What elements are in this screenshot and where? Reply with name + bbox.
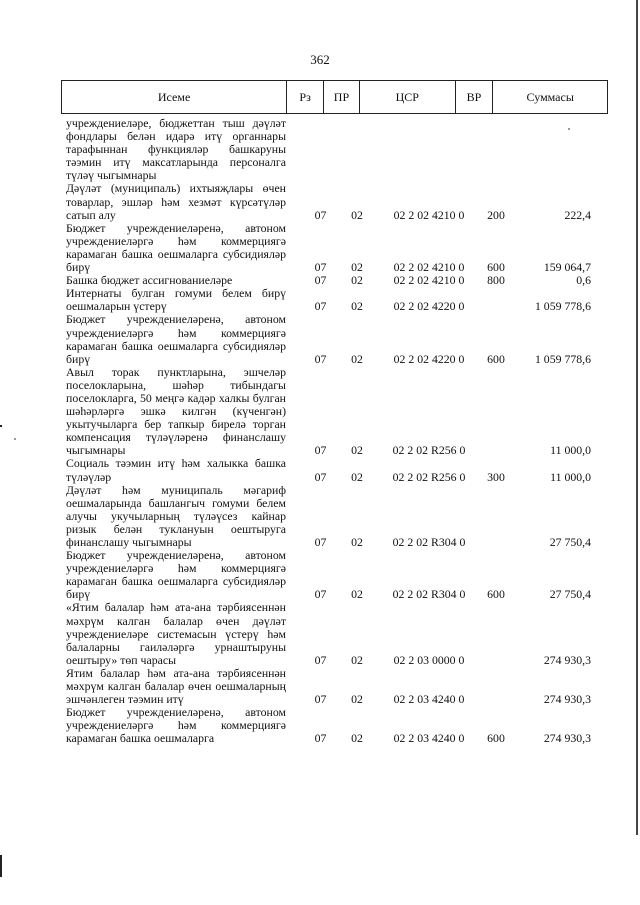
row-name: Социаль тәэмин итү һәм халыкка башка түләүләр (66, 456, 286, 484)
table-row (66, 287, 591, 313)
row-rz: 07 (314, 273, 327, 288)
row-vr: 600 (487, 587, 505, 602)
row-sum: 159 064,7 (543, 260, 591, 275)
row-sum: 274 930,3 (543, 652, 591, 667)
row-pr: 02 (351, 587, 363, 602)
table-row (66, 706, 591, 745)
row-name: Авыл торак пунктларына, эшчеләр поселокларына, шәһәр тибындагы поселокларга, 50 меңгә кадәр халкы булган шәһәрләргә эшкә килгән (күченгән) укытучыларга бер тапкыр бирелә торган компенсация түләүләренә финанслашу чыгымнары (66, 364, 286, 458)
table-row (66, 117, 591, 182)
row-name: Бюджет учреждениеләренә, автоном учреждениеләргә һәм коммерциягә карамаган башка оешмаларга (66, 705, 286, 746)
row-pr: 02 (351, 273, 363, 288)
row-pr: 02 (351, 652, 363, 667)
row-rz: 07 (314, 692, 327, 707)
header-vr: ВР (455, 81, 493, 113)
row-csr: 02 2 02 4220 0 (393, 351, 465, 366)
row-csr: 02 2 02 4210 0 (393, 273, 465, 288)
table-header (61, 80, 608, 114)
row-csr: 02 2 02 4220 0 (393, 299, 465, 314)
row-csr: 02 2 03 4240 0 (393, 692, 465, 707)
table-row (66, 182, 591, 221)
row-csr: 02 2 02 R304 0 (392, 587, 466, 602)
row-sum: 27 750,4 (549, 587, 591, 602)
scan-speck (568, 128, 570, 130)
row-sum: 1 059 778,6 (534, 299, 591, 314)
row-sum: 11 000,0 (550, 469, 591, 484)
row-name: Дәүләт (муниципаль) ихтыяҗлары өчен товарлар, эшләр һәм хезмәт күрсәтүләр сатып алу (66, 181, 286, 222)
row-pr: 02 (351, 299, 363, 314)
row-sum: 222,4 (564, 207, 591, 222)
scan-mark (0, 425, 2, 427)
row-csr: 02 2 03 0000 0 (393, 652, 465, 667)
row-csr: 02 2 02 R304 0 (392, 535, 466, 549)
row-pr: 02 (351, 351, 363, 366)
row-vr: 600 (487, 260, 505, 275)
row-sum: 1 059 778,6 (534, 351, 591, 366)
row-csr: 02 2 03 4240 0 (393, 731, 465, 746)
header-pr: ПР (323, 81, 359, 113)
row-vr: 600 (487, 351, 505, 366)
table-body (66, 117, 591, 746)
row-rz: 07 (314, 469, 327, 484)
row-name: Бюджет учреждениеләренә, автоном учреждениеләргә һәм коммерциягә карамаган башка оешмаларга субсидияләр бирү (66, 220, 286, 275)
row-csr: 02 2 02 R256 0 (392, 469, 466, 484)
row-rz: 07 (314, 351, 327, 366)
row-name: Башка бюджет ассигнованиеләре (66, 273, 233, 288)
row-name: Дәүләт һәм муниципаль мәгариф оешмаларында башлангыч гомуми белем алучы укучыларның түләүсез кайнар ризык белән туклануын оештыруга финанслашу чыгымнары (66, 482, 286, 549)
header-rz: Рз (286, 81, 323, 113)
row-pr: 02 (351, 207, 363, 222)
row-pr: 02 (351, 443, 363, 458)
table-row (66, 667, 591, 706)
row-rz: 07 (314, 535, 327, 549)
row-sum: 11 000,0 (550, 443, 591, 458)
row-pr: 02 (351, 535, 363, 549)
table-row (66, 222, 591, 274)
scan-speck (14, 438, 16, 440)
row-rz: 07 (314, 443, 327, 458)
table-row (66, 484, 591, 549)
row-sum: 0,6 (576, 273, 591, 288)
row-csr: 02 2 02 4210 0 (393, 260, 465, 275)
row-vr: 600 (487, 731, 505, 746)
row-name: «Ятим балалар һәм ата-ана тәрбиясеннән мәхрүм калган балалар өчен дәүләт учреждениеләре системасын үстерү һәм балаларны гаиләләргә урнаштыруны оештыру» төп чарасы (66, 600, 286, 667)
row-rz: 07 (314, 207, 327, 222)
row-sum: 274 930,3 (543, 731, 591, 746)
row-sum: 27 750,4 (549, 535, 591, 549)
table-row (66, 601, 591, 666)
scan-mark (0, 855, 2, 877)
header-name: Исеме (157, 89, 191, 104)
header-sum: Суммасы (492, 81, 607, 113)
header-csr: ЦСР (359, 81, 455, 113)
row-rz: 07 (314, 731, 327, 746)
table-row (66, 313, 591, 365)
row-pr: 02 (351, 731, 363, 746)
row-rz: 07 (314, 652, 327, 667)
row-name: Ятим балалар һәм ата-ана тәрбиясеннән мәхрүм калган балалар өчен оешмаларның эшчәнлеген тәэмин итү (66, 665, 286, 707)
row-pr: 02 (351, 469, 363, 484)
scan-edge-line (636, 0, 638, 835)
table-row (66, 366, 591, 458)
row-rz: 07 (314, 260, 327, 275)
row-vr: 800 (487, 273, 505, 288)
row-vr: 300 (487, 469, 505, 484)
row-csr: 02 2 02 4210 0 (393, 207, 465, 222)
row-name: Бюджет учреждениеләренә, автоном учреждениеләргә һәм коммерциягә карамаган башка оешмаларга субсидияләр бирү (66, 548, 286, 602)
row-name: Интернаты булган гомуми белем бирү оешмаларын үстерү (66, 286, 286, 314)
table-row (66, 457, 591, 483)
row-csr: 02 2 02 R256 0 (392, 443, 466, 458)
row-pr: 02 (351, 260, 363, 275)
row-rz: 07 (314, 587, 327, 602)
row-name: Бюджет учреждениеләренә, автоном учреждениеләргә һәм коммерциягә карамаган башка оешмаларга субсидияләр бирү (66, 312, 286, 366)
row-sum: 274 930,3 (543, 692, 591, 707)
row-rz: 07 (314, 299, 327, 314)
page-number: 362 (310, 52, 330, 67)
row-vr: 200 (487, 207, 505, 222)
table-row (66, 549, 591, 601)
row-pr: 02 (351, 692, 363, 707)
row-name: учреждениеләре, бюджеттан тыш дәүләт фондлары белән идарә итү органнары тарафыннан функцияләр башкаруны тәэмин итү максатларында персоналга түләү чыгымнары (66, 116, 286, 183)
